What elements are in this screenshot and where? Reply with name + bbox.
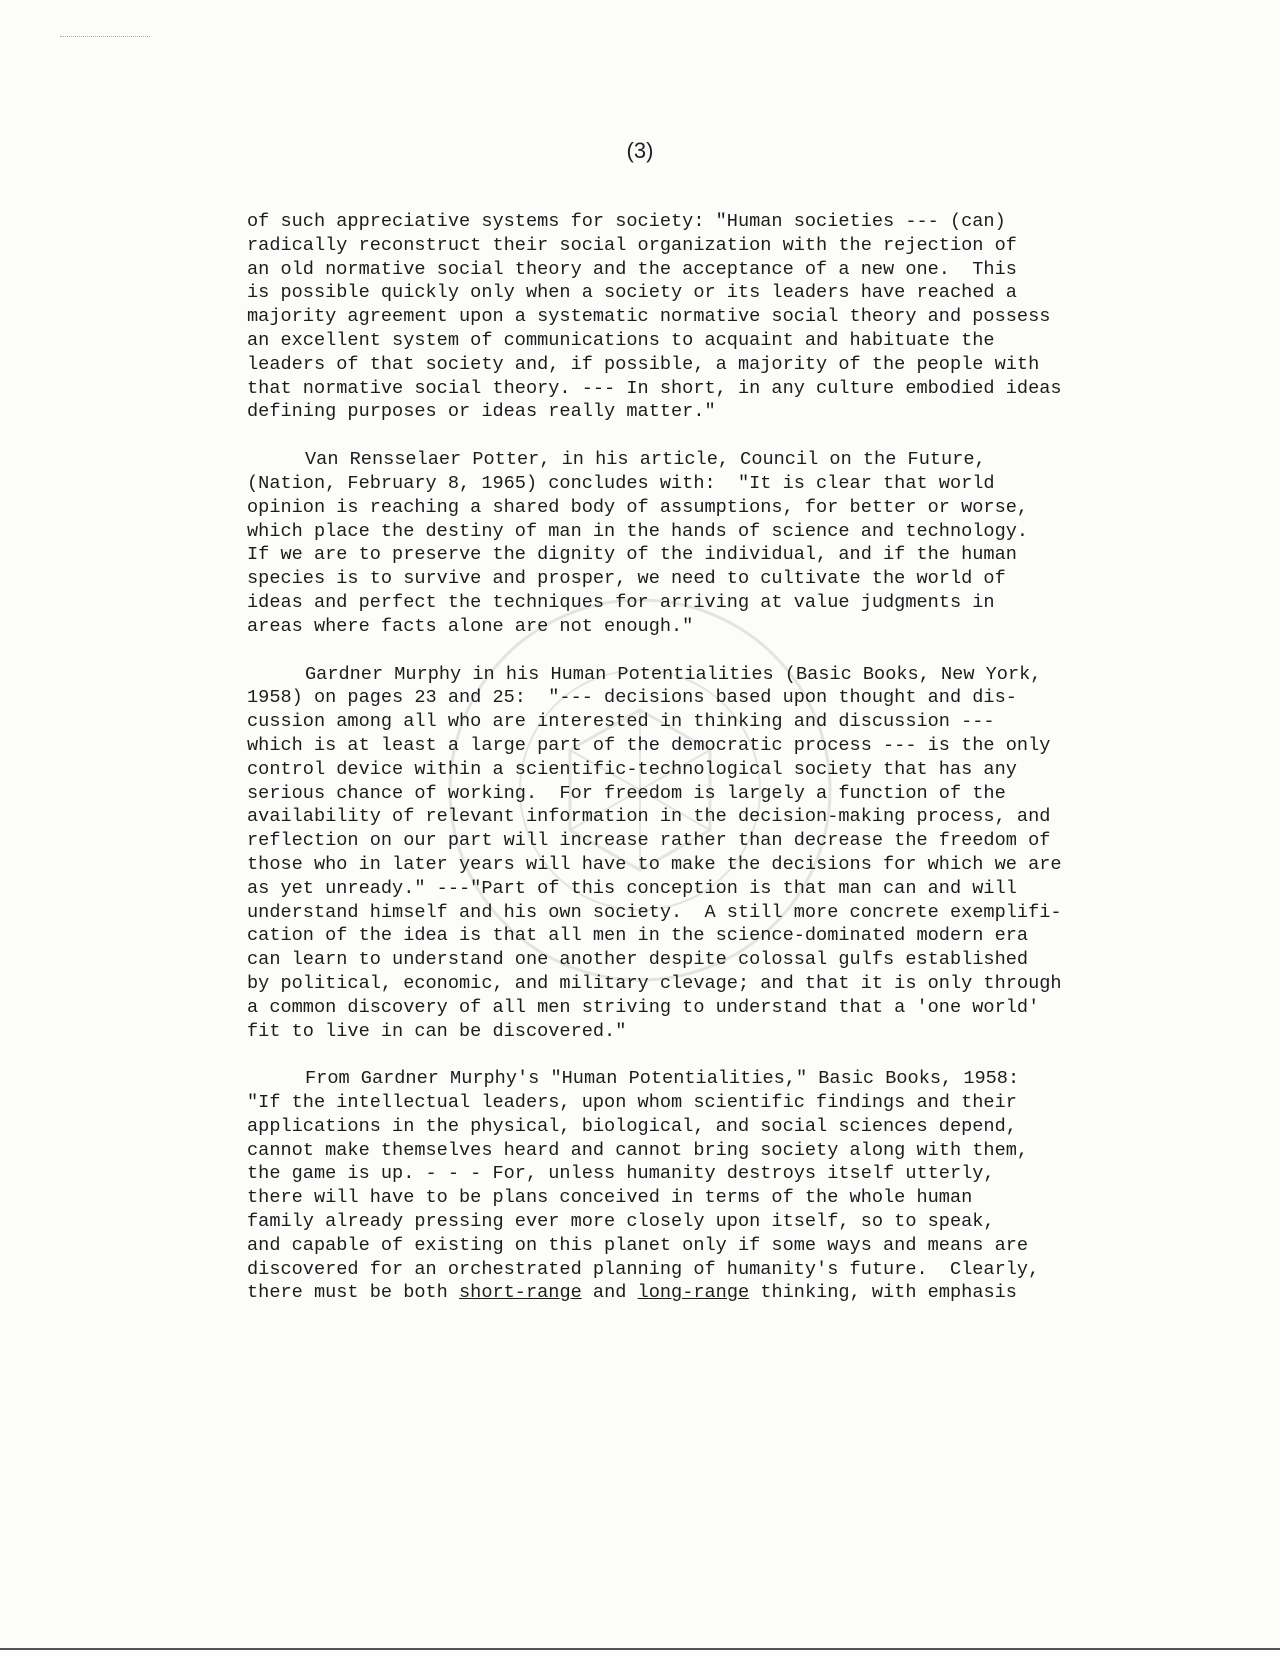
- paragraph-3: [247, 663, 1127, 1044]
- text-fragment: thinking, with emphasis: [749, 1282, 1017, 1304]
- text-fragment: and: [581, 1282, 638, 1304]
- text-line: cannot make themselves heard and cannot bring society along with them,: [247, 1139, 1029, 1161]
- text-line: If we are to preserve the dignity of the individual, and if the human: [247, 544, 1017, 566]
- text-line: applications in the physical, biological, and social sciences depend,: [247, 1115, 1017, 1137]
- text-line: discovered for an orchestrated planning of humanity's future. Clearly,: [247, 1258, 1040, 1280]
- text-line: that normative social theory. --- In short, in any culture embodied ideas: [247, 377, 1062, 399]
- text-line: areas where facts alone are not enough.": [247, 615, 694, 637]
- text-line: serious chance of working. For freedom is largely a function of the: [247, 782, 1006, 804]
- text-fragment: there must be both: [247, 1282, 460, 1304]
- text-line: majority agreement upon a systematic normative social theory and possess: [247, 306, 1051, 328]
- text-line: family already pressing ever more closely upon itself, so to speak,: [247, 1211, 995, 1233]
- text-line: From Gardner Murphy's "Human Potentialities," Basic Books, 1958:: [305, 1068, 1020, 1090]
- text-line: of such appreciative systems for society: "Human societies --- (can): [247, 211, 1006, 232]
- text-line: which is at least a large part of the democratic process --- is the only: [247, 734, 1051, 756]
- text-line: which place the destiny of man in the hands of science and technology.: [247, 520, 1029, 542]
- text-line: can learn to understand one another despite colossal gulfs established: [247, 949, 1029, 971]
- text-line: leaders of that society and, if possible, a majority of the people with: [247, 353, 1040, 375]
- text-line: ideas and perfect the techniques for arriving at value judgments in: [247, 591, 995, 613]
- text-line: "If the intellectual leaders, upon whom scientific findings and their: [247, 1092, 1017, 1114]
- text-line: by political, economic, and military clevage; and that it is only through: [247, 972, 1062, 994]
- text-line: those who in later years will have to make the decisions for which we are: [247, 853, 1062, 875]
- text-line: cation of the idea is that all men in the science-dominated modern era: [247, 925, 1029, 947]
- text-line: defining purposes or ideas really matter.": [247, 401, 716, 423]
- text-line: (Nation, February 8, 1965) concludes with: "It is clear that world: [247, 472, 995, 494]
- text-line: understand himself and his own society. A still more concrete exemplifi-: [247, 901, 1062, 923]
- text-line: radically reconstruct their social organization with the rejection of: [247, 234, 1017, 256]
- text-line: cussion among all who are interested in thinking and discussion ---: [247, 711, 995, 733]
- text-line: reflection on our part will increase rather than decrease the freedom of: [247, 830, 1051, 852]
- text-line: as yet unready." ---"Part of this conception is that man can and will: [247, 877, 1017, 899]
- document-body: [247, 210, 1127, 1329]
- text-line: species is to survive and prosper, we need to cultivate the world of: [247, 568, 1006, 590]
- paragraph-2: [247, 448, 1127, 638]
- text-line: availability of relevant information in the decision-making process, and: [247, 806, 1051, 828]
- text-line: a common discovery of all men striving to understand that a 'one world': [247, 996, 1040, 1018]
- page-number: (3): [626, 138, 654, 163]
- text-line: the game is up. - - - For, unless humanity destroys itself utterly,: [247, 1163, 995, 1185]
- text-line: opinion is reaching a shared body of assumptions, for better or worse,: [247, 496, 1029, 518]
- scan-speck: [60, 36, 150, 41]
- text-line: control device within a scientific-technological society that has any: [247, 758, 1017, 780]
- text-line: an excellent system of communications to acquaint and habituate the: [247, 329, 995, 351]
- text-line: fit to live in can be discovered.": [247, 1020, 627, 1042]
- text-line: and capable of existing on this planet only if some ways and means are: [247, 1234, 1029, 1256]
- text-line: an old normative social theory and the acceptance of a new one. This: [247, 258, 1017, 280]
- text-line-last: [247, 1281, 1127, 1305]
- text-line: Van Rensselaer Potter, in his article, Council on the Future,: [305, 449, 986, 471]
- underlined-term-long-range: long-range: [637, 1282, 750, 1304]
- text-line: Gardner Murphy in his Human Potentialities (Basic Books, New York,: [305, 663, 1042, 685]
- paragraph-1: [247, 210, 1127, 424]
- scan-edge-rule: [0, 1648, 1280, 1650]
- text-line: is possible quickly only when a society or its leaders have reached a: [247, 282, 1017, 304]
- text-line: 1958) on pages 23 and 25: "--- decisions based upon thought and dis-: [247, 687, 1017, 709]
- text-line: there will have to be plans conceived in terms of the whole human: [247, 1187, 973, 1209]
- paragraph-4: [247, 1067, 1127, 1305]
- underlined-term-short-range: short-range: [459, 1282, 582, 1304]
